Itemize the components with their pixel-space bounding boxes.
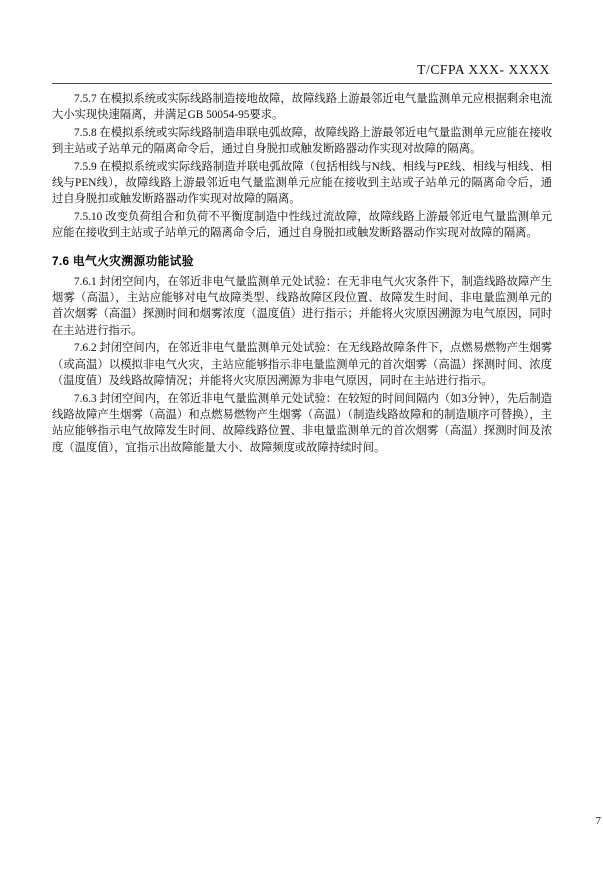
paragraph-7-5-9: 7.5.9 在模拟系统或实际线路制造并联电弧故障（包括相线与N线、相线与PE线、相线与相线、相线与PEN线），故障线路上游最邻近电气量监测单元应能在接收到主站或子站单元的隔离命令后，通过自身脱扣或触发断路器动作实现对故障的隔离。: [52, 160, 552, 206]
section-heading-7-6: 7.6 电气火灾溯源功能试验: [52, 253, 194, 268]
paragraph-7-5-8: 7.5.8 在模拟系统或实际线路制造串联电弧故障，故障线路上游最邻近电气量监测单元应能在接收到主站或子站单元的隔离命令后，通过自身脱扣或触发断路器动作实现对故障的隔离。: [52, 126, 552, 156]
paragraph-7-6-3: 7.6.3 封闭空间内，在邻近非电气量监测单元处试验：在较短的时间间隔内（如3分钟），先后制造线路故障产生烟雾（高温）和点燃易燃物产生烟雾（高温）（制造线路故障和的制造顺序可替换），主站应能够指示电气故障发生时间、故障线路位置、非电量监测单元的首次烟雾（高温）探测时间及浓度（温度值），宜指示出故障能量大小、故障频度或故障持续时间。: [52, 392, 552, 454]
page-number: 7: [595, 815, 601, 827]
document-header: T/CFPA XXX- XXXX: [417, 62, 550, 77]
paragraph-7-5-10: 7.5.10 改变负荷组合和负荷不平衡度制造中性线过流故障，故障线路上游最邻近电气量监测单元应能在接收到主站或子站单元的隔离命令后，通过自身脱扣或触发断路器动作实现对故障的隔离。: [52, 210, 552, 240]
paragraph-7-5-7: 7.5.7 在模拟系统或实际线路制造接地故障，故障线路上游最邻近电气量监测单元应根据剩余电流大小实现快速隔离，并满足GB 50054-95要求。: [52, 93, 552, 122]
header-divider: [52, 83, 552, 84]
paragraph-7-6-1: 7.6.1 封闭空间内，在邻近非电气量监测单元处试验：在无非电气火灾条件下，制造线路故障产生烟雾（高温），主站应能够对电气故障类型、线路故障区段位置、故障发生时间、非电量监测单元的首次烟雾（高温）探测时间和烟雾浓度（温度值）进行指示；并能将火灾原因溯源为电气原因，同时在主站进行指示。: [52, 275, 552, 337]
paragraph-7-6-2: 7.6.2 封闭空间内，在邻近非电气量监测单元处试验：在无线路故障条件下，点燃易燃物产生烟雾（或高温）以模拟非电气火灾，主站应能够指示非电量监测单元的首次烟雾（高温）探测时间、浓度（温度值）及线路故障情况；并能将火灾原因溯源为非电气原因，同时在主站进行指示。: [52, 342, 552, 388]
page-content: [52, 0, 552, 869]
